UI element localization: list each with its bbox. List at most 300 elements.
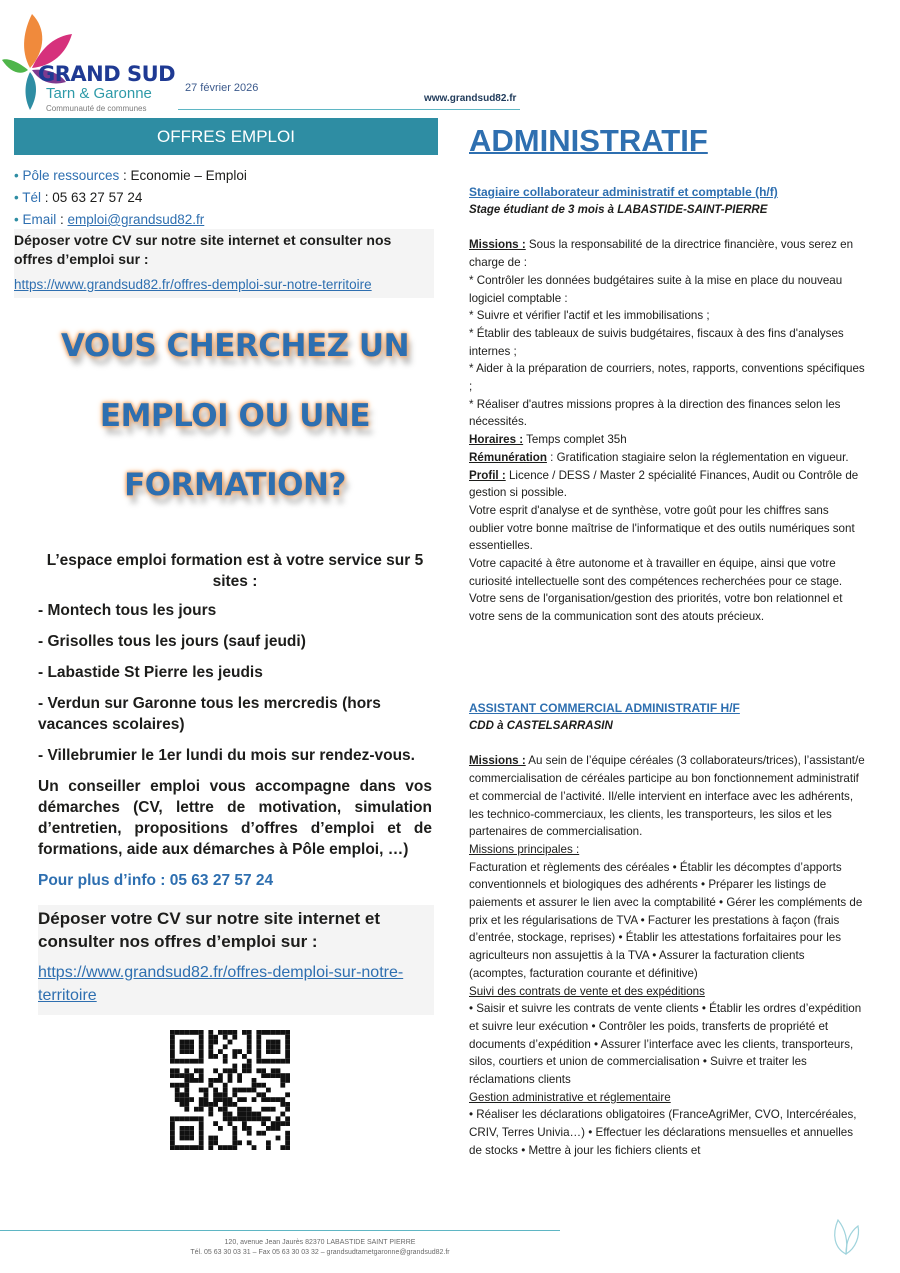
contact-value: Economie – Emploi: [130, 168, 247, 183]
qr-module: [280, 1073, 285, 1078]
job-1-task: * Suivre et vérifier l'actif et les immobilisations ;: [469, 309, 710, 323]
qr-module: [228, 1073, 233, 1078]
qr-module: [261, 1059, 266, 1064]
qr-module: [189, 1044, 194, 1049]
qr-module: [213, 1078, 218, 1083]
issue-date: 27 février 2026: [185, 82, 259, 94]
job-1-profile: Profil : Licence / DESS / Master 2 spécialité Finances, Audit ou Contrôle de gestion si possible.: [469, 468, 859, 500]
qr-module: [232, 1088, 237, 1093]
qr-module: [228, 1030, 233, 1035]
qr-module: [266, 1049, 271, 1054]
qr-module: [204, 1088, 209, 1093]
qr-module: [208, 1030, 213, 1035]
qr-module: [175, 1097, 180, 1102]
qr-module: [256, 1040, 261, 1045]
contact-item: • Tél : 05 63 27 57 24: [14, 190, 143, 205]
qr-module: [223, 1068, 228, 1073]
footer-divider: [0, 1230, 560, 1231]
qr-module: [242, 1116, 247, 1121]
qr-module: [184, 1083, 189, 1088]
qr-module: [256, 1083, 261, 1088]
qr-module: [175, 1068, 180, 1073]
qr-module: [199, 1049, 204, 1054]
qr-module: [232, 1064, 237, 1069]
qr-module: [285, 1136, 290, 1141]
contact-item: • Email : emploi@grandsud82.fr: [14, 212, 205, 227]
qr-module: [266, 1097, 271, 1102]
qr-module: [223, 1044, 228, 1049]
qr-module: [180, 1102, 185, 1107]
qr-module: [208, 1049, 213, 1054]
qr-module: [271, 1044, 276, 1049]
site-item: - Verdun sur Garonne tous les mercredis (hors vacances scolaires): [38, 695, 381, 733]
qr-module: [247, 1040, 252, 1045]
qr-module: [232, 1116, 237, 1121]
qr-module: [189, 1136, 194, 1141]
qr-module: [247, 1116, 252, 1121]
qr-module: [189, 1145, 194, 1150]
qr-module: [180, 1092, 185, 1097]
qr-module: [266, 1040, 271, 1045]
qr-module: [189, 1078, 194, 1083]
qr-module: [228, 1078, 233, 1083]
section-title: ADMINISTRATIF: [469, 123, 708, 158]
qr-module: [199, 1121, 204, 1126]
qr-module: [175, 1073, 180, 1078]
qr-module: [194, 1068, 199, 1073]
qr-module: [261, 1107, 266, 1112]
qr-module: [218, 1092, 223, 1097]
qr-module: [247, 1044, 252, 1049]
qr-module: [285, 1054, 290, 1059]
qr-module: [271, 1030, 276, 1035]
qr-module: [189, 1040, 194, 1045]
qr-module: [204, 1097, 209, 1102]
qr-module: [189, 1030, 194, 1035]
qr-module: [213, 1097, 218, 1102]
qr-module: [266, 1145, 271, 1150]
qr-module: [280, 1078, 285, 1083]
footer-address: 120, avenue Jean Jaurès 82370 LABASTIDE SAINT PIERRE: [224, 1239, 416, 1246]
qr-module: [180, 1049, 185, 1054]
qr-module: [280, 1121, 285, 1126]
qr-module: [170, 1116, 175, 1121]
qr-module: [237, 1049, 242, 1054]
qr-module: [184, 1040, 189, 1045]
qr-module: [184, 1030, 189, 1035]
qr-module: [175, 1092, 180, 1097]
qr-module: [180, 1126, 185, 1131]
qr-module: [184, 1073, 189, 1078]
qr-module: [232, 1068, 237, 1073]
qr-module: [276, 1040, 281, 1045]
qr-module: [237, 1116, 242, 1121]
qr-module: [170, 1068, 175, 1073]
qr-module: [285, 1044, 290, 1049]
qr-module: [223, 1112, 228, 1117]
qr-module: [242, 1064, 247, 1069]
qr-module: [271, 1049, 276, 1054]
cv-box-2: [38, 905, 434, 1015]
qr-module: [180, 1040, 185, 1045]
qr-module: [280, 1102, 285, 1107]
qr-module: [213, 1092, 218, 1097]
job-2-subtitle: CDD à CASTELSARRASIN: [469, 719, 613, 732]
logo-name: GRAND SUD: [38, 62, 176, 86]
qr-module: [199, 1040, 204, 1045]
qr-module: [189, 1073, 194, 1078]
qr-module: [228, 1145, 233, 1150]
cv-link-2[interactable]: https://www.grandsud82.fr/offres-demploi-sur-notre-territoire: [38, 964, 404, 1004]
qr-module: [247, 1107, 252, 1112]
qr-module: [247, 1059, 252, 1064]
qr-module: [280, 1059, 285, 1064]
qr-module: [223, 1054, 228, 1059]
qr-module: [280, 1083, 285, 1088]
qr-module: [199, 1078, 204, 1083]
qr-module: [175, 1059, 180, 1064]
qr-module: [261, 1092, 266, 1097]
qr-module: [266, 1088, 271, 1093]
qr-module: [223, 1083, 228, 1088]
qr-module: [223, 1102, 228, 1107]
qr-module: [232, 1136, 237, 1141]
qr-module: [271, 1073, 276, 1078]
website-link[interactable]: www.grandsud82.fr: [424, 93, 517, 104]
qr-module: [276, 1097, 281, 1102]
qr-module: [184, 1049, 189, 1054]
qr-module: [199, 1131, 204, 1136]
job-1-task: * Contrôler les données budgétaires suite à la mise en place du nouveau logiciel comptable :: [469, 273, 843, 305]
qr-module: [170, 1035, 175, 1040]
qr-module: [180, 1145, 185, 1150]
qr-module: [218, 1073, 223, 1078]
qr-module: [271, 1068, 276, 1073]
qr-module: [184, 1078, 189, 1083]
qr-module: [266, 1073, 271, 1078]
qr-module: [276, 1049, 281, 1054]
qr-module: [194, 1116, 199, 1121]
qr-module: [199, 1126, 204, 1131]
qr-module: [213, 1035, 218, 1040]
leaf-icon: [828, 1214, 864, 1256]
qr-module: [184, 1126, 189, 1131]
qr-module: [237, 1073, 242, 1078]
qr-module: [252, 1112, 257, 1117]
qr-module: [180, 1097, 185, 1102]
qr-module: [189, 1126, 194, 1131]
qr-module: [199, 1116, 204, 1121]
qr-module: [218, 1145, 223, 1150]
site-item: - Villebrumier le 1er lundi du mois sur rendez-vous.: [38, 747, 415, 764]
qr-module: [223, 1030, 228, 1035]
qr-module: [213, 1136, 218, 1141]
qr-module: [261, 1073, 266, 1078]
qr-module: [252, 1145, 257, 1150]
qr-module: [218, 1126, 223, 1131]
qr-module: [208, 1112, 213, 1117]
qr-module: [189, 1097, 194, 1102]
qr-module: [175, 1116, 180, 1121]
qr-module: [232, 1131, 237, 1136]
qr-module: [199, 1068, 204, 1073]
cv-link[interactable]: https://www.grandsud82.fr/offres-demploi-sur-notre-territoire: [14, 277, 372, 292]
qr-module: [252, 1116, 257, 1121]
qr-module: [266, 1044, 271, 1049]
cv-text-2: Déposer votre CV sur notre site internet et consulter nos offres d’emploi sur :: [38, 909, 380, 951]
qr-module: [184, 1136, 189, 1141]
qr-module: [228, 1121, 233, 1126]
qr-module: [256, 1068, 261, 1073]
qr-module: [184, 1097, 189, 1102]
qr-module: [285, 1092, 290, 1097]
qr-module: [271, 1126, 276, 1131]
qr-module: [276, 1136, 281, 1141]
qr-module: [170, 1121, 175, 1126]
job-2-contracts-text: • Saisir et suivre les contrats de vente clients • Établir les ordres d’expédition et suivre leur exécution • Contrôler les poids, transferts de propriété et documents d’expédition • Assurer l’interface avec les clients, transporteurs, silos, courtiers et union de commercialisation • Suivre et traiter les réclamations clients: [469, 1002, 862, 1087]
qr-module: [208, 1078, 213, 1083]
qr-module: [256, 1112, 261, 1117]
qr-module: [223, 1092, 228, 1097]
qr-module: [261, 1030, 266, 1035]
site-item: - Grisolles tous les jours (sauf jeudi): [38, 633, 306, 650]
qr-module: [261, 1131, 266, 1136]
job-1-task: * Réaliser d'autres missions propres à la direction des finances selon les nécessités.: [469, 397, 841, 429]
job-2-missions: Missions : Au sein de l’équipe céréales (3 collaborateurs/trices), l’assistant/e commercialisation de céréales participe au bon fonctionnement administratif et commercial de l’activité. Il/elle intervient en interface avec les adhérents, les technico-commerciaux, les clients, les transporteurs, les silos et les partenaires de commercialisation.: [469, 754, 865, 839]
qr-module: [261, 1083, 266, 1088]
qr-module: [170, 1059, 175, 1064]
qr-module: [242, 1121, 247, 1126]
qr-module: [232, 1126, 237, 1131]
headline-line-3: FORMATION?: [124, 467, 346, 503]
qr-module: [199, 1136, 204, 1141]
qr-module: [247, 1112, 252, 1117]
qr-module: [256, 1116, 261, 1121]
qr-module: [208, 1107, 213, 1112]
logo-tagline: Communauté de communes: [46, 104, 147, 113]
qr-module: [170, 1049, 175, 1054]
qr-module: [199, 1030, 204, 1035]
qr-module: [213, 1088, 218, 1093]
header-divider: [178, 109, 520, 110]
qr-module: [242, 1030, 247, 1035]
qr-module: [184, 1044, 189, 1049]
qr-module: [285, 1121, 290, 1126]
contact-value: 05 63 27 57 24: [52, 190, 143, 205]
footer-contact: Tél. 05 63 30 03 31 – Fax 05 63 30 03 32 – grandsudtarnetgaronne@grandsud82.fr: [190, 1249, 450, 1256]
qr-module: [170, 1083, 175, 1088]
qr-module: [228, 1097, 233, 1102]
qr-module: [170, 1145, 175, 1150]
qr-module: [175, 1145, 180, 1150]
qr-module: [170, 1131, 175, 1136]
qr-module: [199, 1044, 204, 1049]
qr-module: [285, 1140, 290, 1145]
qr-module: [180, 1083, 185, 1088]
qr-module: [242, 1107, 247, 1112]
qr-module: [180, 1136, 185, 1141]
qr-module: [266, 1030, 271, 1035]
qr-module: [247, 1035, 252, 1040]
qr-module: [223, 1116, 228, 1121]
qr-module: [232, 1054, 237, 1059]
qr-module: [232, 1035, 237, 1040]
qr-module: [247, 1088, 252, 1093]
qr-module: [242, 1097, 247, 1102]
job-1-title[interactable]: Stagiaire collaborateur administratif et comptable (h/f): [469, 185, 778, 199]
qr-module: [199, 1054, 204, 1059]
qr-module: [276, 1059, 281, 1064]
qr-module: [261, 1116, 266, 1121]
qr-module: [276, 1030, 281, 1035]
site-item: - Labastide St Pierre les jeudis: [38, 664, 263, 681]
qr-module: [228, 1040, 233, 1045]
qr-module: [232, 1102, 237, 1107]
qr-module: [170, 1073, 175, 1078]
qr-module: [199, 1035, 204, 1040]
qr-module: [170, 1126, 175, 1131]
qr-module: [276, 1116, 281, 1121]
footer: [120, 1238, 520, 1258]
qr-module: [237, 1140, 242, 1145]
qr-module: [266, 1116, 271, 1121]
qr-module: [213, 1102, 218, 1107]
headline-line-1: VOUS CHERCHEZ UN: [60, 328, 410, 364]
qr-module: [247, 1049, 252, 1054]
qr-module: [213, 1121, 218, 1126]
qr-module: [175, 1030, 180, 1035]
qr-module: [280, 1097, 285, 1102]
job-1-missions: Missions : Sous la responsabilité de la directrice financière, vous serez en charge de :: [469, 238, 854, 270]
qr-module: [266, 1107, 271, 1112]
job-2-contracts-label: Suivi des contrats de vente et des expéditions: [469, 984, 705, 998]
qr-module: [232, 1140, 237, 1145]
qr-module: [271, 1121, 276, 1126]
qr-module: [180, 1073, 185, 1078]
qr-module: [256, 1131, 261, 1136]
qr-module: [256, 1030, 261, 1035]
qr-module: [242, 1088, 247, 1093]
qr-module: [280, 1030, 285, 1035]
qr-module: [223, 1035, 228, 1040]
qr-module: [194, 1145, 199, 1150]
qr-module: [218, 1097, 223, 1102]
qr-module: [228, 1102, 233, 1107]
qr-module: [256, 1059, 261, 1064]
job-2-title[interactable]: ASSISTANT COMMERCIAL ADMINISTRATIF H/F: [469, 701, 740, 715]
qr-module: [237, 1088, 242, 1093]
qr-module: [180, 1116, 185, 1121]
qr-module: [208, 1083, 213, 1088]
qr-module: [266, 1140, 271, 1145]
qr-module: [208, 1145, 213, 1150]
qr-module: [252, 1088, 257, 1093]
info-phone: Pour plus d’info : 05 63 27 57 24: [38, 872, 274, 889]
qr-module: [199, 1107, 204, 1112]
qr-module: [271, 1059, 276, 1064]
qr-module: [213, 1140, 218, 1145]
qr-module: [247, 1068, 252, 1073]
qr-module: [242, 1054, 247, 1059]
qr-module: [232, 1049, 237, 1054]
qr-module: [247, 1140, 252, 1145]
qr-module: [280, 1112, 285, 1117]
qr-module: [184, 1088, 189, 1093]
qr-module: [232, 1030, 237, 1035]
qr-module: [285, 1116, 290, 1121]
qr-module: [170, 1044, 175, 1049]
job-2-main-label: Missions principales :: [469, 842, 580, 856]
qr-module: [285, 1049, 290, 1054]
qr-module: [252, 1078, 257, 1083]
qr-module: [204, 1092, 209, 1097]
qr-module: [271, 1097, 276, 1102]
qr-module: [228, 1068, 233, 1073]
qr-module: [242, 1068, 247, 1073]
job-2-main-text: Facturation et règlements des céréales • Établir les décomptes d’apports conventionnels et biologiques des adhérents • Préparer les listings de paiements et assurer le lien avec la comptabilité • Gérer les compléments de prix et les régularisations de TVA • Facturer les prestations à façon (frais d’entrée, stockage, reprises) • Établir les attestations forfaitaires pour les agriculteurs non assujettis à la TVA • Assurer la facturation clients (acomptes, facturation courante et définitive): [469, 860, 863, 980]
qr-module: [184, 1068, 189, 1073]
qr-module: [199, 1097, 204, 1102]
qr-module: [223, 1097, 228, 1102]
qr-module: [285, 1035, 290, 1040]
qr-module: [247, 1126, 252, 1131]
qr-module: [276, 1073, 281, 1078]
qr-module: [228, 1116, 233, 1121]
job-1-paragraph: Votre sens de l'organisation/gestion des priorités, votre bon relationnel et votre sens de la communication sont des atouts précieux.: [469, 592, 843, 624]
qr-module: [175, 1083, 180, 1088]
logo-subname: Tarn & Garonne: [46, 85, 152, 102]
service-section: [38, 550, 432, 891]
contact-label: Email: [22, 212, 57, 227]
job-2-admin-label: Gestion administrative et réglementaire: [469, 1090, 671, 1104]
qr-code[interactable]: [170, 1030, 290, 1150]
qr-module: [213, 1040, 218, 1045]
qr-module: [223, 1145, 228, 1150]
qr-module: [218, 1049, 223, 1054]
qr-module: [237, 1097, 242, 1102]
qr-module: [208, 1102, 213, 1107]
qr-module: [261, 1097, 266, 1102]
qr-module: [184, 1131, 189, 1136]
qr-module: [232, 1092, 237, 1097]
qr-module: [194, 1107, 199, 1112]
qr-module: [247, 1131, 252, 1136]
qr-module: [199, 1073, 204, 1078]
qr-module: [184, 1059, 189, 1064]
qr-module: [184, 1107, 189, 1112]
job-1-hours: Horaires : Temps complet 35h: [469, 433, 627, 447]
qr-module: [184, 1102, 189, 1107]
qr-module: [184, 1116, 189, 1121]
email-link[interactable]: emploi@grandsud82.fr: [67, 212, 205, 227]
qr-module: [261, 1121, 266, 1126]
advisor-text: Un conseiller emploi vous accompagne dans vos démarches (CV, lettre de motivation, simulation d’entretien, propositions d’offres d’emploi et de formations, aide aux démarches à Pôle emploi, …): [38, 778, 432, 858]
qr-module: [276, 1068, 281, 1073]
qr-module: [175, 1088, 180, 1093]
job-offer-2: [469, 700, 865, 1160]
qr-module: [285, 1030, 290, 1035]
qr-module: [237, 1107, 242, 1112]
qr-module: [276, 1121, 281, 1126]
qr-module: [189, 1116, 194, 1121]
qr-module: [256, 1092, 261, 1097]
qr-module: [180, 1030, 185, 1035]
qr-module: [285, 1073, 290, 1078]
qr-module: [199, 1088, 204, 1093]
qr-module: [247, 1064, 252, 1069]
qr-module: [199, 1145, 204, 1150]
qr-module: [208, 1140, 213, 1145]
